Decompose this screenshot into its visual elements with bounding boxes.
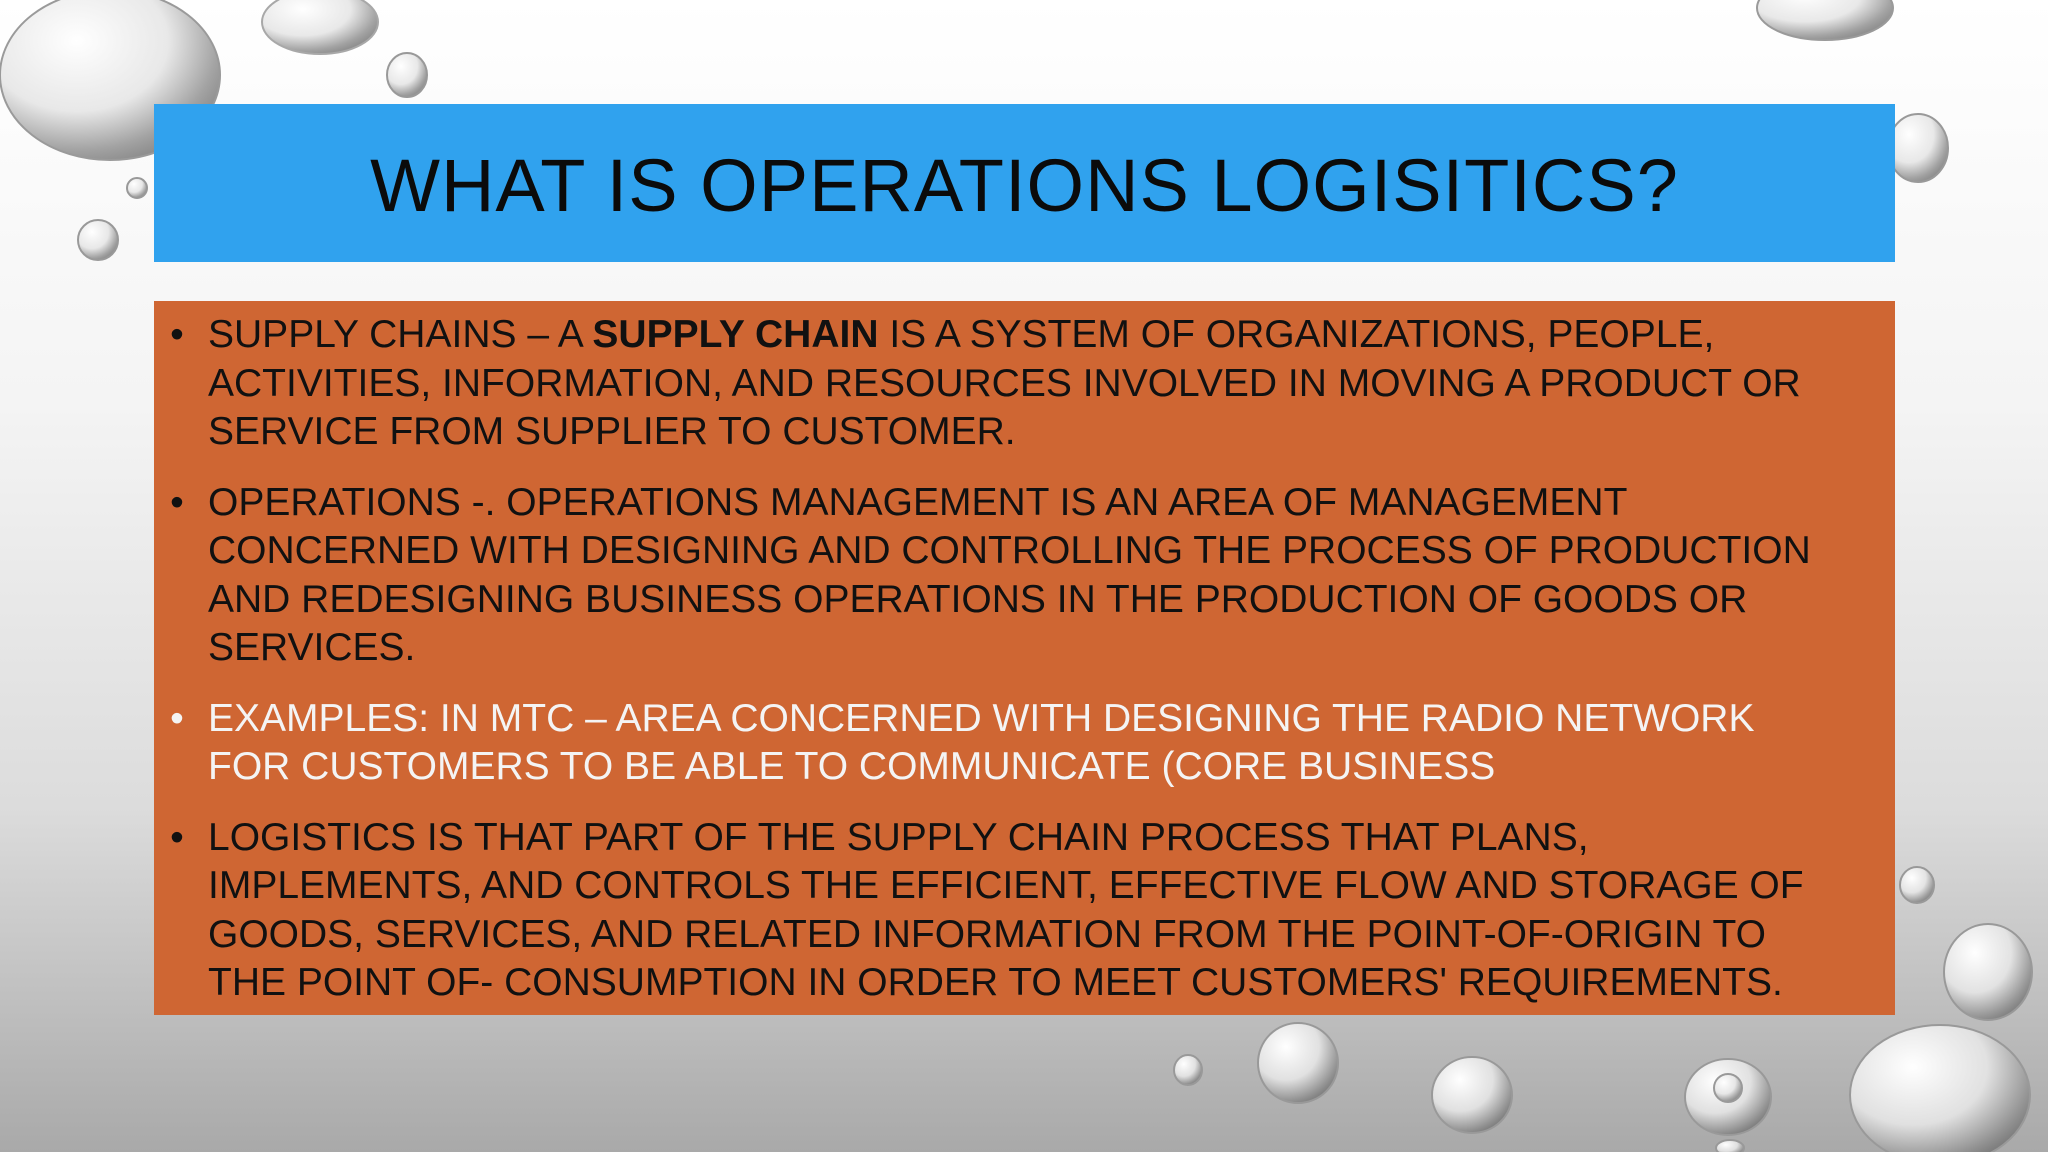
bullet-dot-icon: •: [170, 815, 184, 859]
title-bar: [154, 104, 1895, 262]
slide-title: WHAT IS OPERATIONS LOGISITICS?: [370, 143, 1679, 227]
bullet-logistics: [154, 814, 1875, 1008]
bullet-examples: [154, 695, 1875, 792]
bullet-line: FOR CUSTOMERS TO BE ABLE TO COMMUNICATE (CORE BUSINESS: [208, 745, 1496, 788]
bullet-dot-icon: •: [170, 313, 184, 356]
bullet-line: THE POINT OF- CONSUMPTION IN ORDER TO MEET CUSTOMERS' REQUIREMENTS.: [208, 961, 1783, 1004]
bullet-line: ACTIVITIES, INFORMATION, AND RESOURCES INVOLVED IN MOVING A PRODUCT OR: [208, 361, 1801, 405]
bullet-dot-icon: •: [170, 480, 184, 524]
content-box: [154, 301, 1895, 1015]
bullet-line: AND REDESIGNING BUSINESS OPERATIONS IN THE PRODUCTION OF GOODS OR: [208, 577, 1748, 621]
bullet-rest-text: IS A SYSTEM OF ORGANIZATIONS, PEOPLE,: [878, 313, 1715, 356]
bullet-list: [154, 311, 1875, 1008]
bullet-line: [208, 311, 1875, 360]
bullet-line: LOGISTICS IS THAT PART OF THE SUPPLY CHAIN PROCESS THAT PLANS,: [208, 815, 1589, 859]
bullet-line: EXAMPLES: IN MTC – AREA CONCERNED WITH DESIGNING THE RADIO NETWORK: [208, 696, 1755, 740]
bullet-line: SERVICES.: [208, 626, 416, 669]
bullet-lead-text: SUPPLY CHAINS – A: [208, 313, 593, 356]
bullet-line: SERVICE FROM SUPPLIER TO CUSTOMER.: [208, 410, 1016, 453]
bold-term: SUPPLY CHAIN: [592, 313, 879, 356]
bullet-line: OPERATIONS -. OPERATIONS MANAGEMENT IS AN AREA OF MANAGEMENT: [208, 480, 1628, 524]
bullet-line: GOODS, SERVICES, AND RELATED INFORMATION FROM THE POINT-OF-ORIGIN TO: [208, 912, 1767, 956]
bullet-supply-chains: [154, 311, 1875, 457]
bullet-operations: [154, 479, 1875, 673]
bullet-line: CONCERNED WITH DESIGNING AND CONTROLLING THE PROCESS OF PRODUCTION: [208, 529, 1811, 572]
bullet-dot-icon: •: [170, 696, 184, 740]
bullet-line: IMPLEMENTS, AND CONTROLS THE EFFICIENT, EFFECTIVE FLOW AND STORAGE OF: [208, 864, 1804, 907]
